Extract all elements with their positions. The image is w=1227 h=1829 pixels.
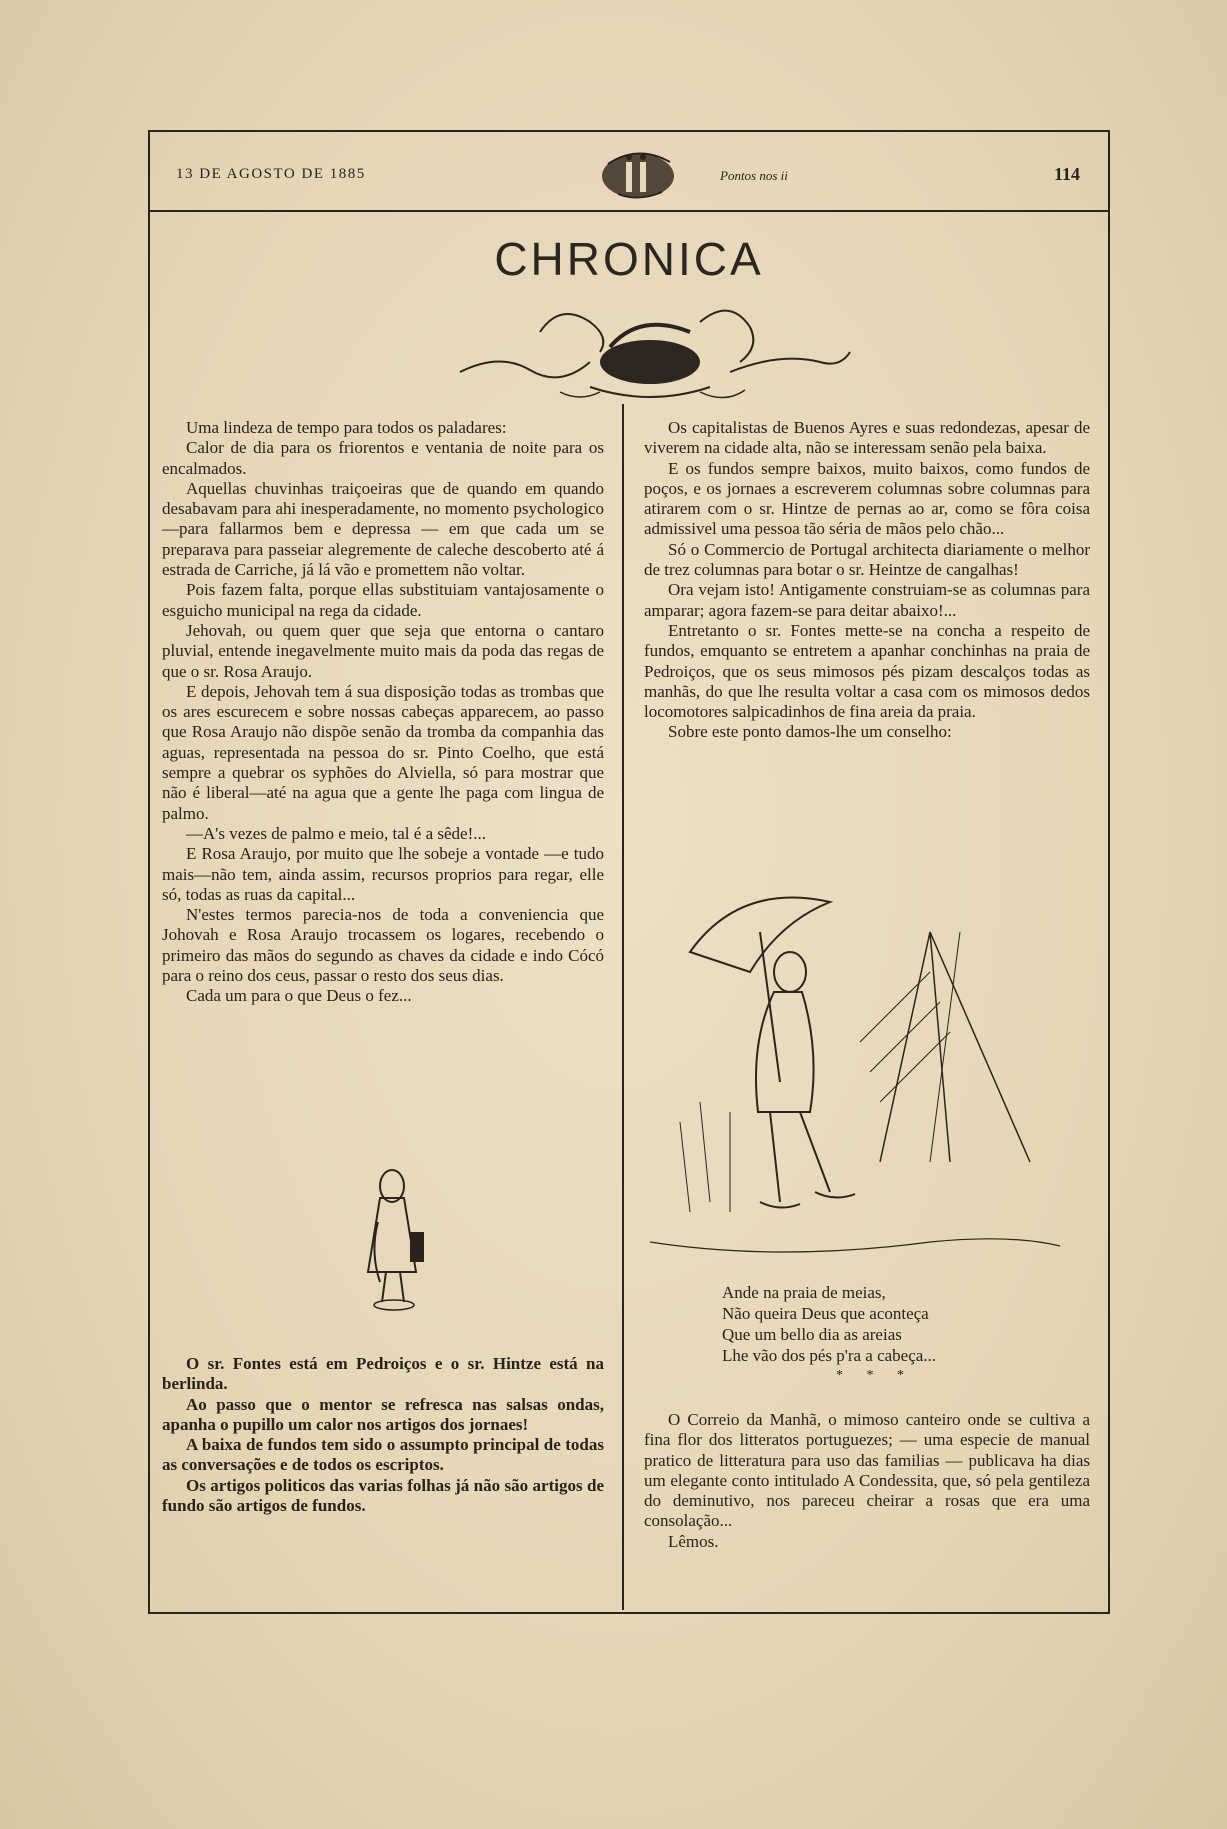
section-separator: * * *	[836, 1368, 914, 1383]
paragraph: E Rosa Araujo, por muito que lhe sobeje a vontade —e tudo mais—não tem, ainda assim, recursos proprios para regar, elle só, todas as ruas da capital...	[162, 844, 604, 904]
paragraph: Os capitalistas de Buenos Ayres e suas redondezas, apesar de viverem na cidade alta, não se interessam senão pela baixa.	[644, 418, 1090, 458]
right-column-bottom-text	[644, 1410, 1090, 1552]
paragraph: N'estes termos parecia-nos de toda a conveniencia que Johovah e Rosa Araujo trocassem os logares, recebendo o primeiro das mãos do segundo as chaves da cidade e indo Cócó para o reino dos ceus, passar o resto dos seus dias.	[162, 905, 604, 986]
poem	[722, 1282, 936, 1366]
issue-date: 13 DE AGOSTO DE 1885	[176, 166, 366, 182]
paragraph: Cada um para o que Deus o fez...	[186, 986, 412, 1006]
ornament-vignette-icon	[440, 292, 860, 412]
left-column-bottom-text	[162, 1354, 604, 1516]
column-divider	[622, 404, 624, 1610]
page-header	[150, 132, 1108, 212]
paragraph: E os fundos sempre baixos, muito baixos, como fundos de poços, e os jornaes a escreverem columnas sobre columnas para atirarem com o sr. Hintze de pernas ao ar, como se fôra coisa admissivel uma pessoa tão séria de mãos pelo chão...	[644, 458, 1090, 539]
man-with-umbrella-illustration	[630, 862, 1080, 1282]
hooded-figure-illustration	[350, 1162, 440, 1312]
poem-line: Ande na praia de meias,	[722, 1283, 886, 1302]
paragraph: Aquellas chuvinhas traiçoeiras que de quando em quando desabavam para ahi inesperadamente, no momento psychologico—para fallarmos bem e depressa — em que cada um se preparava para passeiar alegremente de caleche descoberto até á estrada de Carriche, já lá vão e promettem não voltar.	[162, 478, 604, 580]
paragraph: E depois, Jehovah tem á sua disposição todas as trombas que os ares escurecem e sobre nossas cabeças apparecem, ao passo que Rosa Araujo não dispõe senão da tromba da companhia das aguas, representada na pessoa do sr. Pinto Coelho, que está sempre a quebrar os syphões do Alviella, só para mostrar que não é liberal—até na agua que a gente lhe paga com lingua de palmo.	[162, 681, 604, 823]
paragraph: O Correio da Manhã, o mimoso canteiro onde se cultiva a fina flor dos litteratos portuguezes; — uma especie de manual pratico de litteratura para uso das familias — publicava ha dias um elegante conto intitulado A Condessita, que, só pela gentileza do deminutivo, nos pareceu cheirar a rosas que era uma consolação...	[644, 1410, 1090, 1531]
paragraph: Uma lindeza de tempo para todos os paladares:	[186, 418, 507, 437]
masthead-logo-icon	[578, 144, 728, 202]
page-title: CHRONICA	[494, 233, 764, 285]
poem-line: Que um bello dia as areias	[722, 1325, 902, 1344]
masthead-text: Pontos nos ii	[720, 168, 788, 183]
paragraph: O sr. Fontes está em Pedroiços e o sr. Hintze está na berlinda.	[162, 1354, 604, 1394]
paragraph: Pois fazem falta, porque ellas substituiam vantajosamente o esguicho municipal na rega da cidade.	[162, 580, 604, 620]
page-frame	[148, 130, 1110, 1614]
paragraph: Só o Commercio de Portugal architecta diariamente o melhor de trez columnas para botar o sr. Heintze de cangalhas!	[644, 539, 1090, 580]
poem-line: Lhe vão dos pés p'ra a cabeça...	[722, 1346, 937, 1365]
paragraph: Calor de dia para os friorentos e ventania de noite para os encalmados.	[162, 438, 604, 478]
paragraph: Jehovah, ou quem quer que seja que entorna o cantaro pluvial, entende inegavelmente muito mais da poda das regas de que o sr. Rosa Araujo.	[162, 620, 604, 681]
paragraph: —A's vezes de palmo e meio, tal é a sêde!...	[186, 823, 486, 843]
right-column-text	[644, 418, 1090, 743]
left-column-text	[162, 418, 604, 1007]
poem-line: Não queira Deus que aconteça	[722, 1304, 929, 1323]
paragraph: A baixa de fundos tem sido o assumpto principal de todas as conversações e de todos os escriptos.	[162, 1435, 604, 1475]
paragraph: Entretanto o sr. Fontes mette-se na concha a respeito de fundos, emquanto se entretem a apanhar conchinhas na praia de Pedroiços, que os seus mimosos pés pizam descalços todas as manhãs, do que lhe resulta voltar a casa com os mimosos dedos locomotores salpicadinhos de fina areia da praia.	[644, 620, 1090, 722]
paragraph: Ao passo que o mentor se refresca nas salsas ondas, apanha o pupillo um calor nos artigos dos jornaes!	[162, 1394, 604, 1434]
paragraph: Os artigos politicos das varias folhas já não são artigos de fundo são artigos de fundos.	[162, 1475, 604, 1516]
page-number: 114	[1053, 164, 1080, 184]
paragraph: Lêmos.	[668, 1531, 719, 1551]
paragraph: Sobre este ponto damos-lhe um conselho:	[668, 722, 952, 742]
paragraph: Ora vejam isto! Antigamente construiam-se as columnas para amparar; agora fazem-se para deitar abaixo!...	[644, 580, 1090, 620]
